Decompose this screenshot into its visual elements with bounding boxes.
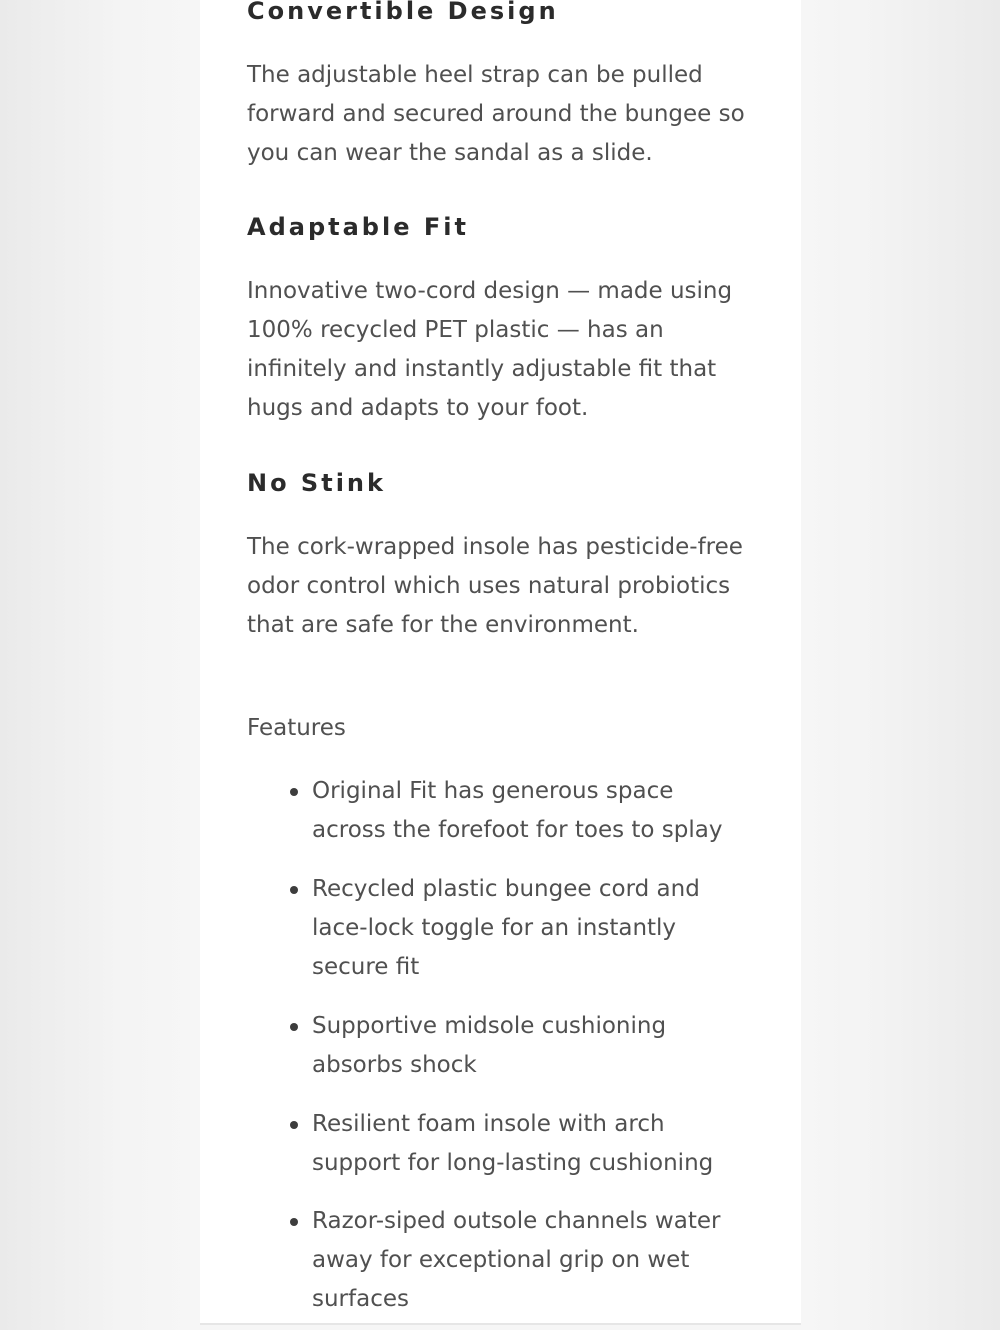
features-list-item-text: Razor-siped outsole channels water away for exceptional grip on wet surfaces bbox=[312, 1208, 721, 1312]
features-label: Features bbox=[247, 715, 346, 741]
bullet-icon bbox=[290, 886, 298, 894]
section-body-no-stink: The cork-wrapped insole has pesticide-free odor control which uses natural probiotics that are safe for the environment. bbox=[247, 534, 743, 638]
bullet-icon bbox=[290, 1218, 298, 1226]
section-heading-convertible-design: Convertible Design bbox=[247, 0, 559, 25]
panel-bottom-divider bbox=[200, 1323, 801, 1325]
features-list-item-text: Recycled plastic bungee cord and lace-lock toggle for an instantly secure fit bbox=[312, 876, 700, 980]
section-body-adaptable-fit: Innovative two-cord design — made using 100% recycled PET plastic — has an infinitely and instantly adjustable fit that hugs and adapts to your foot. bbox=[247, 278, 733, 421]
section-heading-adaptable-fit: Adaptable Fit bbox=[247, 213, 469, 241]
bullet-icon bbox=[290, 788, 298, 796]
bullet-icon bbox=[290, 1121, 298, 1129]
features-list-item-text: Original Fit has generous space across the forefoot for toes to splay bbox=[312, 778, 723, 843]
section-body-convertible-design: The adjustable heel strap can be pulled forward and secured around the bungee so you can wear the sandal as a slide. bbox=[247, 62, 745, 166]
section-heading-no-stink: No Stink bbox=[247, 469, 386, 497]
product-description-panel bbox=[200, 0, 801, 1324]
bullet-icon bbox=[290, 1023, 298, 1031]
features-list-item-text: Resilient foam insole with arch support for long-lasting cushioning bbox=[312, 1111, 714, 1176]
features-list-item-text: Supportive midsole cushioning absorbs shock bbox=[312, 1013, 667, 1078]
